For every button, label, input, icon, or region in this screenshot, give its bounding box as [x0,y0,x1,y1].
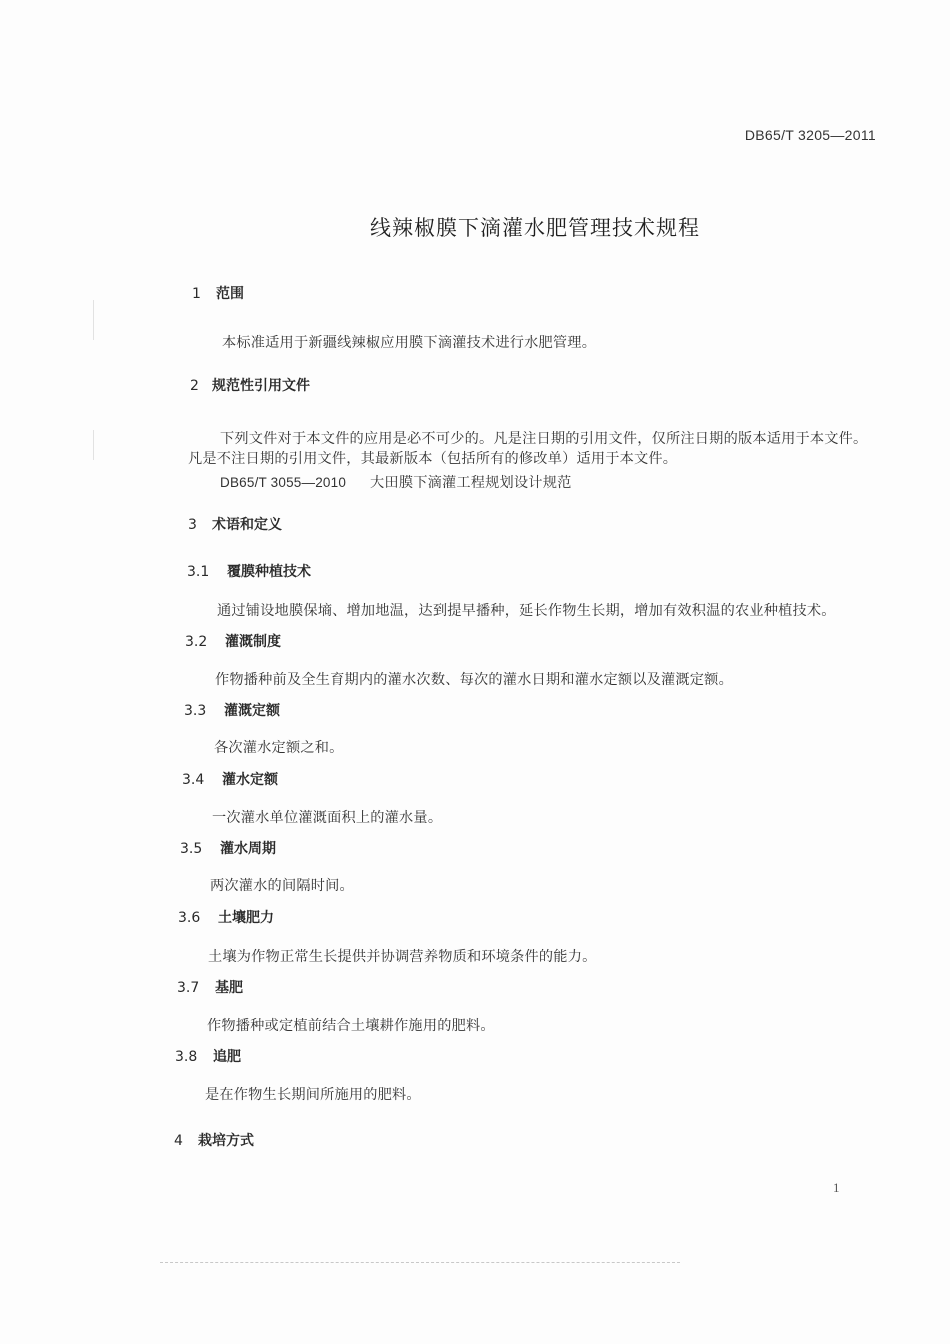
section-number: 1 [192,286,201,302]
standard-code: DB65/T 3205—2011 [744,127,876,143]
section-title: 术语和定义 [212,517,282,533]
section-1-text: 本标准适用于新疆线辣椒应用膜下滴灌技术进行水肥管理。 [222,335,597,351]
section-3-8-text: 是在作物生长期间所施用的肥料。 [205,1087,421,1103]
section-3-5-text: 两次灌水的间隔时间。 [210,878,354,894]
section-title: 栽培方式 [198,1133,254,1149]
normative-reference [220,472,571,492]
section-3-3-text: 各次灌水定额之和。 [214,740,344,756]
section-number: 3.1 [187,564,210,580]
section-2-text: 下列文件对于本文件的应用是必不可少的。凡是注日期的引用文件，仅所注日期的版本适用于本文件。凡是不注日期的引用文件，其最新版本（包括所有的修改单）适用于本文件。 [188,431,868,467]
section-3-4-heading [182,769,278,789]
section-title: 灌水周期 [220,841,276,857]
section-3-1-heading [187,561,311,581]
scan-artifact-line [160,1262,680,1263]
section-3-4-text: 一次灌水单位灌溉面积上的灌水量。 [212,810,443,826]
scan-margin-mark [93,300,94,340]
section-title: 覆膜种植技术 [227,564,311,580]
section-title: 基肥 [215,980,243,996]
section-title: 灌溉定额 [224,703,280,719]
section-3-6-heading [178,907,274,927]
scan-margin-mark [93,430,94,460]
section-number: 3.5 [180,841,203,857]
section-3-1-text: 通过铺设地膜保墒、增加地温，达到提早播种，延长作物生长期，增加有效积温的农业种植技术。 [217,603,836,619]
section-number: 3.7 [177,980,200,996]
section-title: 范围 [216,286,244,302]
section-title: 灌水定额 [222,772,278,788]
section-3-heading [188,514,282,534]
section-3-2-text: 作物播种前及全生育期内的灌水次数、每次的灌水日期和灌水定额以及灌溉定额。 [215,672,733,688]
section-title: 灌溉制度 [225,634,281,650]
section-3-8-heading [175,1046,241,1066]
reference-code: DB65/T 3055—2010 [220,475,347,490]
section-3-2-heading [185,631,281,651]
section-number: 4 [174,1133,183,1149]
section-1-heading [192,283,244,303]
section-number: 3.8 [175,1049,198,1065]
reference-title: 大田膜下滴灌工程规划设计规范 [370,475,572,491]
section-title: 土壤肥力 [218,910,274,926]
section-3-6-text: 土壤为作物正常生长提供并协调营养物质和环境条件的能力。 [208,949,597,965]
section-number: 3.4 [182,772,205,788]
section-3-3-heading [184,700,280,720]
section-number: 3.6 [178,910,201,926]
section-3-7-text: 作物播种或定植前结合土壤耕作施用的肥料。 [207,1018,495,1034]
section-title: 规范性引用文件 [212,378,310,394]
section-3-5-heading [180,838,276,858]
section-number: 3.3 [184,703,207,719]
section-number: 2 [190,378,199,394]
section-title: 追肥 [213,1049,241,1065]
section-number: 3.2 [185,634,208,650]
section-3-7-heading [177,977,243,997]
page-number: 1 [833,1180,840,1195]
section-number: 3 [188,517,197,533]
section-2-heading [190,375,310,395]
section-4-heading [174,1130,254,1150]
document-title: 线辣椒膜下滴灌水肥管理技术规程 [370,216,700,240]
